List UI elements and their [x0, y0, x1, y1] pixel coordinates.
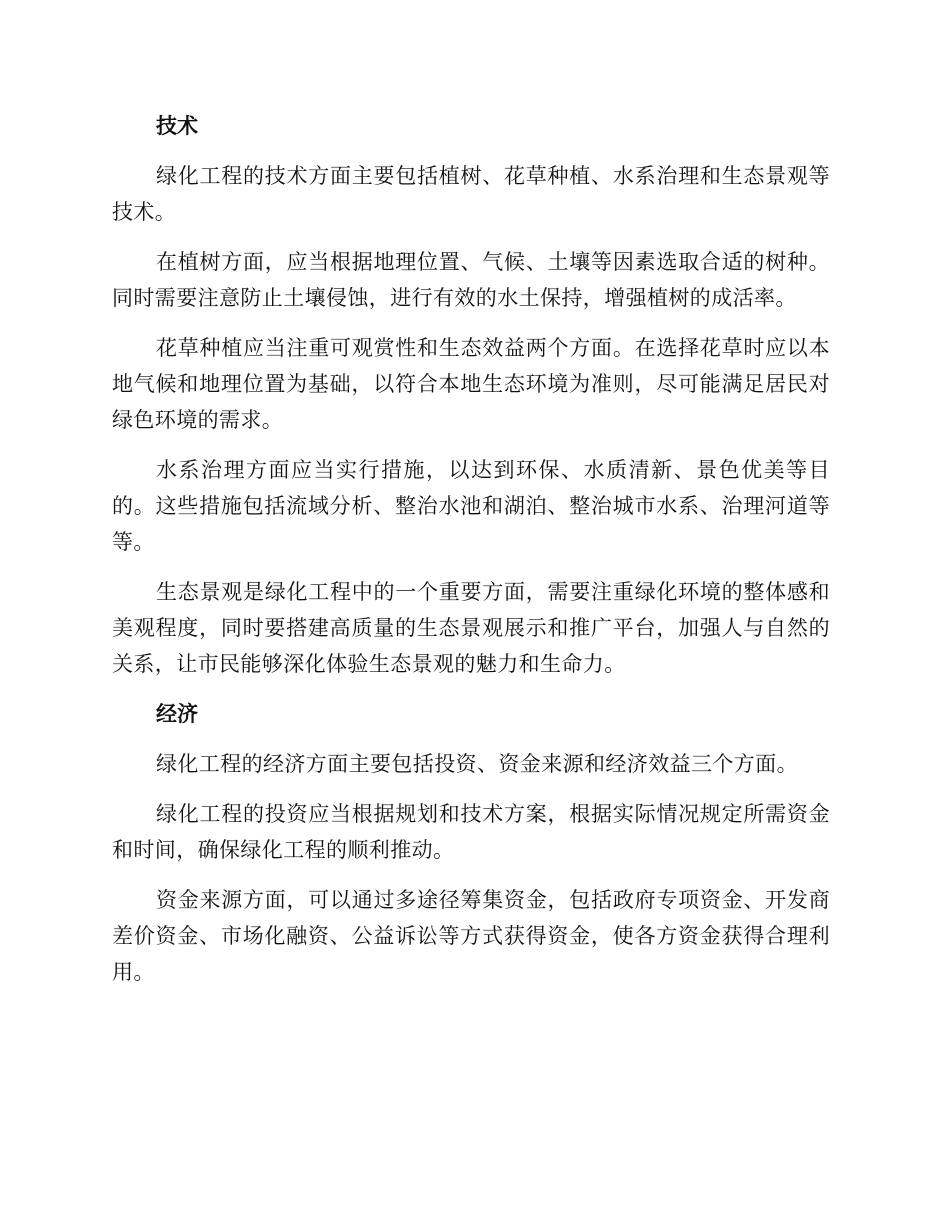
section-heading: 技术 — [156, 114, 198, 138]
document-page — [112, 108, 830, 1004]
paragraph: 绿化工程的经济方面主要包括投资、资金来源和经济效益三个方面。 — [156, 752, 798, 776]
section-heading: 经济 — [156, 702, 198, 726]
paragraph: 绿化工程的技术方面主要包括植树、花草种植、水系治理和生态景观等技术。 — [112, 164, 830, 224]
paragraph: 水系治理方面应当实行措施，以达到环保、水质清新、景色优美等目的。这些措施包括流域分析、整治水池和湖泊、整治城市水系、治理河道等等。 — [112, 458, 830, 554]
paragraph: 资金来源方面，可以通过多途径筹集资金，包括政府专项资金、开发商差价资金、市场化融资、公益诉讼等方式获得资金，使各方资金获得合理利用。 — [112, 888, 830, 984]
section-economy — [112, 696, 830, 990]
paragraph: 花草种植应当注重可观赏性和生态效益两个方面。在选择花草时应以本地气候和地理位置为基础，以符合本地生态环境为准则，尽可能满足居民对绿色环境的需求。 — [112, 336, 830, 432]
paragraph: 生态景观是绿化工程中的一个重要方面，需要注重绿化环境的整体感和美观程度，同时要搭建高质量的生态景观展示和推广平台，加强人与自然的关系，让市民能够深化体验生态景观的魅力和生命力。 — [112, 580, 830, 676]
section-technology — [112, 108, 830, 682]
paragraph: 绿化工程的投资应当根据规划和技术方案，根据实际情况规定所需资金和时间，确保绿化工程的顺利推动。 — [112, 802, 830, 862]
paragraph: 在植树方面，应当根据地理位置、气候、土壤等因素选取合适的树种。同时需要注意防止土壤侵蚀，进行有效的水土保持，增强植树的成活率。 — [112, 250, 830, 310]
